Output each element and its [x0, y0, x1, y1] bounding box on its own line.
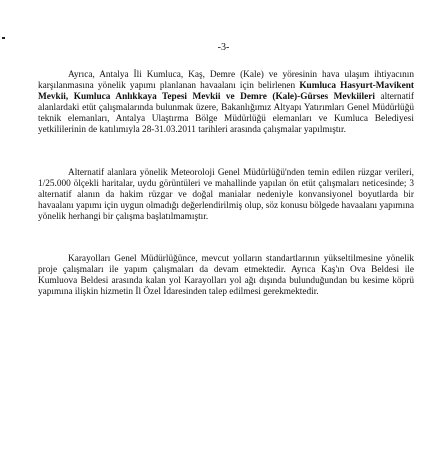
- paragraph-road-works: [38, 254, 414, 298]
- paragraph-site-evaluation: [38, 168, 414, 223]
- paragraph-3-text: Karayolları Genel Müdürlüğünce, mevcut yolların standartlarının yükseltilmesine yönelik proje çalışmaları ile yapım çalışmaları da devam etmektedir. Ayrıca Kaş'ın Ova Beldesi ile Kumluova Beldesi arasında kalan yol Karayolları yol ağı dışında bulunduğundan bu kesime köprü yapımına ilişkin hizmetin İl Özel İdaresinden talep edilmesi gerekmektedir.: [38, 254, 414, 297]
- paragraph-1-text-end: alternatif alanlardaki etüt çalışmalarında bulunmak üzere, Bakanlığımız Altyapı Yatırımları Genel Müdürlüğü teknik elemanları, Antalya Ulaştırma Bölge Müdürlüğü elemanları ve Kumluca Belediyesi yetkililerinin de katılımıyla 28-31.03.2011 tarihleri arasında çalışmalar yapılmıştır.: [38, 91, 414, 135]
- paragraph-1-bold-sites: Kumluca Hasyurt-Mavikent Mevkii, Kumluca Anlıkkaya Tepesi Mevkii ve Demre (Kale)-Gürses Mevkiileri: [38, 80, 414, 102]
- page-number: -3-: [217, 42, 230, 53]
- paragraph-1-text-start: Ayrıca, Antalya İli Kumluca, Kaş, Demre (Kale) ve yöresinin hava ulaşım ihtiyacının karşılanmasına yönelik yapımı planlanan havaalanı için belirlenen: [38, 70, 414, 91]
- paragraph-airport-site-studies: [38, 70, 414, 135]
- paragraph-2-text: Alternatif alanlara yönelik Meteoroloji Genel Müdürlüğü'nden temin edilen rüzgar verileri, 1/25.000 ölçekli haritalar, uydu görüntüleri ve mahallinde yapılan ön etüt çalışmaları neticesinde; 3 alternatif alanın da hakim rüzgar ve doğal manialar nedeniyle konvansiyonel boyutlarda bir havaalanı yapımı için uygun olmadığı değerlendirilmiş olup, söz konusu bölgede havaalanı yapımına yönelik herhangi bir çalışma başlatılmamıştır.: [38, 168, 414, 222]
- scan-edge-mark: [2, 37, 5, 39]
